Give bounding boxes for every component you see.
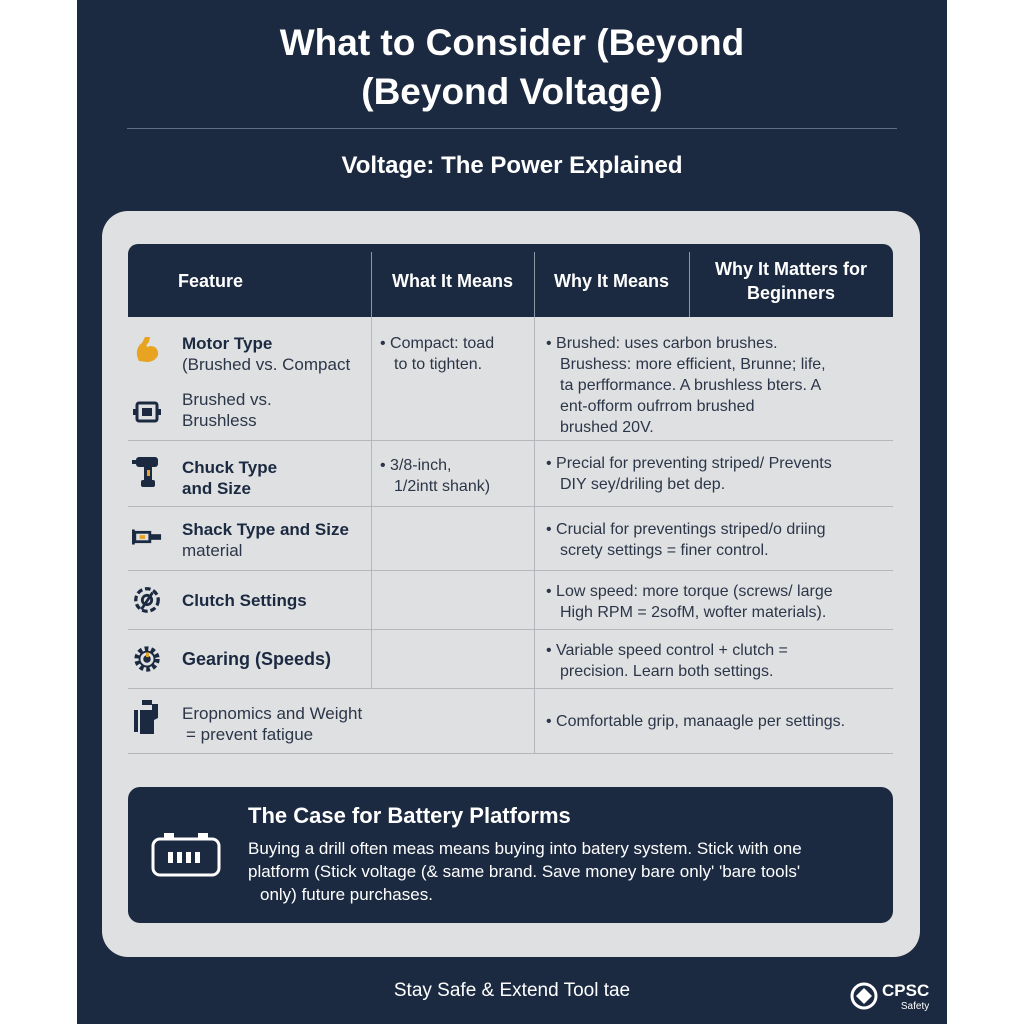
- cell-line: screty settings = finer control.: [560, 542, 769, 559]
- header-why-it-matters-line-2: Beginners: [746, 282, 835, 303]
- cell-line: • Precial for preventing striped/ Prevents: [546, 453, 832, 474]
- clutch-icon: [132, 584, 162, 616]
- feature-title: Gearing (Speeds): [182, 649, 332, 669]
- hand-grip-icon: [132, 702, 162, 734]
- logo-name: CPSC: [882, 980, 930, 1000]
- cell-line: Brushess: more efficient, Brunne; life,: [560, 356, 826, 373]
- cell-line: ent-ofform oufrrom brushed: [560, 398, 755, 415]
- cell-line: ta perfformance. A brushless bters. A: [560, 377, 822, 394]
- feature-title: [182, 457, 277, 499]
- why-it-matters-cell: [546, 453, 832, 495]
- feature-subtitle: (Brushed vs. Compact: [182, 355, 351, 374]
- header-divider: [534, 252, 535, 317]
- battery-platforms-panel: [128, 787, 893, 923]
- flexed-arm-icon: [132, 333, 162, 365]
- feature-subtitle: [182, 703, 362, 745]
- cpsc-logo: [850, 982, 929, 1015]
- title-line-2: (Beyond Voltage): [361, 71, 663, 112]
- cell-line: DIY sey/driling bet dep.: [560, 476, 726, 493]
- battery-text-line: platform (Stick voltage (& same brand. Save money bare only' 'bare tools': [248, 862, 801, 881]
- header-why-it-matters-line-1: Why It Matters for: [714, 258, 867, 279]
- table-header: [128, 244, 893, 317]
- footer-text: Stay Safe & Extend Tool tae: [393, 980, 631, 1001]
- column-divider: [371, 571, 372, 629]
- header-why-it-matters: [689, 244, 893, 317]
- what-it-means-cell: [380, 333, 494, 375]
- column-divider: [534, 630, 535, 688]
- column-divider: [534, 441, 535, 506]
- feature-title-line: and Size: [182, 479, 251, 498]
- cell-line: precision. Learn both settings.: [560, 663, 774, 680]
- feature-title-line: Chuck Type: [182, 458, 278, 477]
- column-divider: [371, 317, 372, 440]
- table-row-motor-type: [128, 317, 893, 441]
- battery-text-line: only) future purchases.: [260, 885, 433, 904]
- column-divider: [534, 507, 535, 570]
- battery-text-line: Buying a drill often meas means buying into batery system. Stick with one: [248, 839, 802, 858]
- table-row-shack-type: [128, 507, 893, 571]
- header-feature: Feature: [178, 270, 244, 291]
- battery-panel-text: [248, 837, 802, 906]
- logo-subtitle: Safety: [900, 1000, 930, 1012]
- why-it-matters-cell: [546, 333, 826, 438]
- cell-line: • Low speed: more torque (screws/ large: [546, 581, 833, 602]
- column-divider: [534, 317, 535, 440]
- feature-title: Motor Type: [182, 334, 273, 353]
- motor-icon: [132, 396, 162, 428]
- feature-table: [128, 244, 893, 753]
- header-why-it-means: Why It Means: [553, 270, 669, 291]
- table-row-chuck-type: [128, 441, 893, 507]
- why-it-matters-cell: [546, 640, 788, 682]
- column-divider: [371, 630, 372, 688]
- column-divider: [534, 689, 535, 753]
- header-divider: [371, 252, 372, 317]
- header-what-it-means: What It Means: [391, 270, 513, 291]
- feature-extra-line: Brushed vs.: [182, 390, 272, 409]
- cell-line: • Compact: toad: [380, 333, 494, 354]
- why-it-matters-cell: [546, 519, 826, 561]
- feature-title: Clutch Settings: [182, 591, 307, 610]
- what-it-means-cell: [380, 455, 490, 497]
- page-title: [77, 18, 947, 116]
- cell-line: • Brushed: uses carbon brushes.: [546, 333, 826, 354]
- cell-line: • Comfortable grip, manaagle per settings.: [546, 711, 845, 732]
- logo-text: [882, 980, 930, 1015]
- cell-line: brushed 20V.: [560, 419, 654, 436]
- header-divider: [689, 252, 690, 317]
- battery-icon: [150, 832, 222, 883]
- battery-panel-title: The Case for Battery Platforms: [248, 803, 571, 828]
- title-line-1: What to Consider (Beyond: [279, 22, 745, 63]
- feature-subtitle-line: Eropnomics and Weight: [182, 704, 363, 723]
- content-card: [102, 211, 920, 957]
- cell-line: • Variable speed control + clutch =: [546, 640, 788, 661]
- feature-extra: [182, 389, 272, 431]
- gear-icon: [132, 643, 162, 675]
- feature-extra-line: Brushless: [182, 411, 257, 430]
- page-subtitle: Voltage: The Power Explained: [341, 152, 683, 179]
- cell-line: • Crucial for preventings striped/o driing: [546, 519, 826, 540]
- cpsc-logo-icon: [850, 982, 878, 1015]
- cell-line: • 3/8-inch,: [380, 455, 490, 476]
- drill-icon: [132, 455, 162, 487]
- column-divider: [371, 441, 372, 506]
- feature-subtitle-line: = prevent fatigue: [186, 725, 314, 744]
- feature-title: Shack Type and Size: [182, 520, 349, 539]
- table-row-gearing: [128, 630, 893, 689]
- table-row-clutch-settings: [128, 571, 893, 630]
- feature-subtitle: material: [182, 541, 243, 560]
- column-divider: [371, 507, 372, 570]
- why-it-matters-cell: [546, 581, 833, 623]
- column-divider: [534, 571, 535, 629]
- cell-line: High RPM = 2sofM, wofter materials).: [560, 604, 827, 621]
- table-row-ergonomics: [128, 689, 893, 754]
- cell-line: 1/2intt shank): [394, 478, 491, 495]
- cell-line: to to tighten.: [394, 356, 483, 373]
- why-it-matters-cell: [546, 711, 845, 732]
- title-divider: [127, 128, 897, 129]
- chuck-icon: [132, 521, 162, 553]
- poster: [77, 0, 947, 1024]
